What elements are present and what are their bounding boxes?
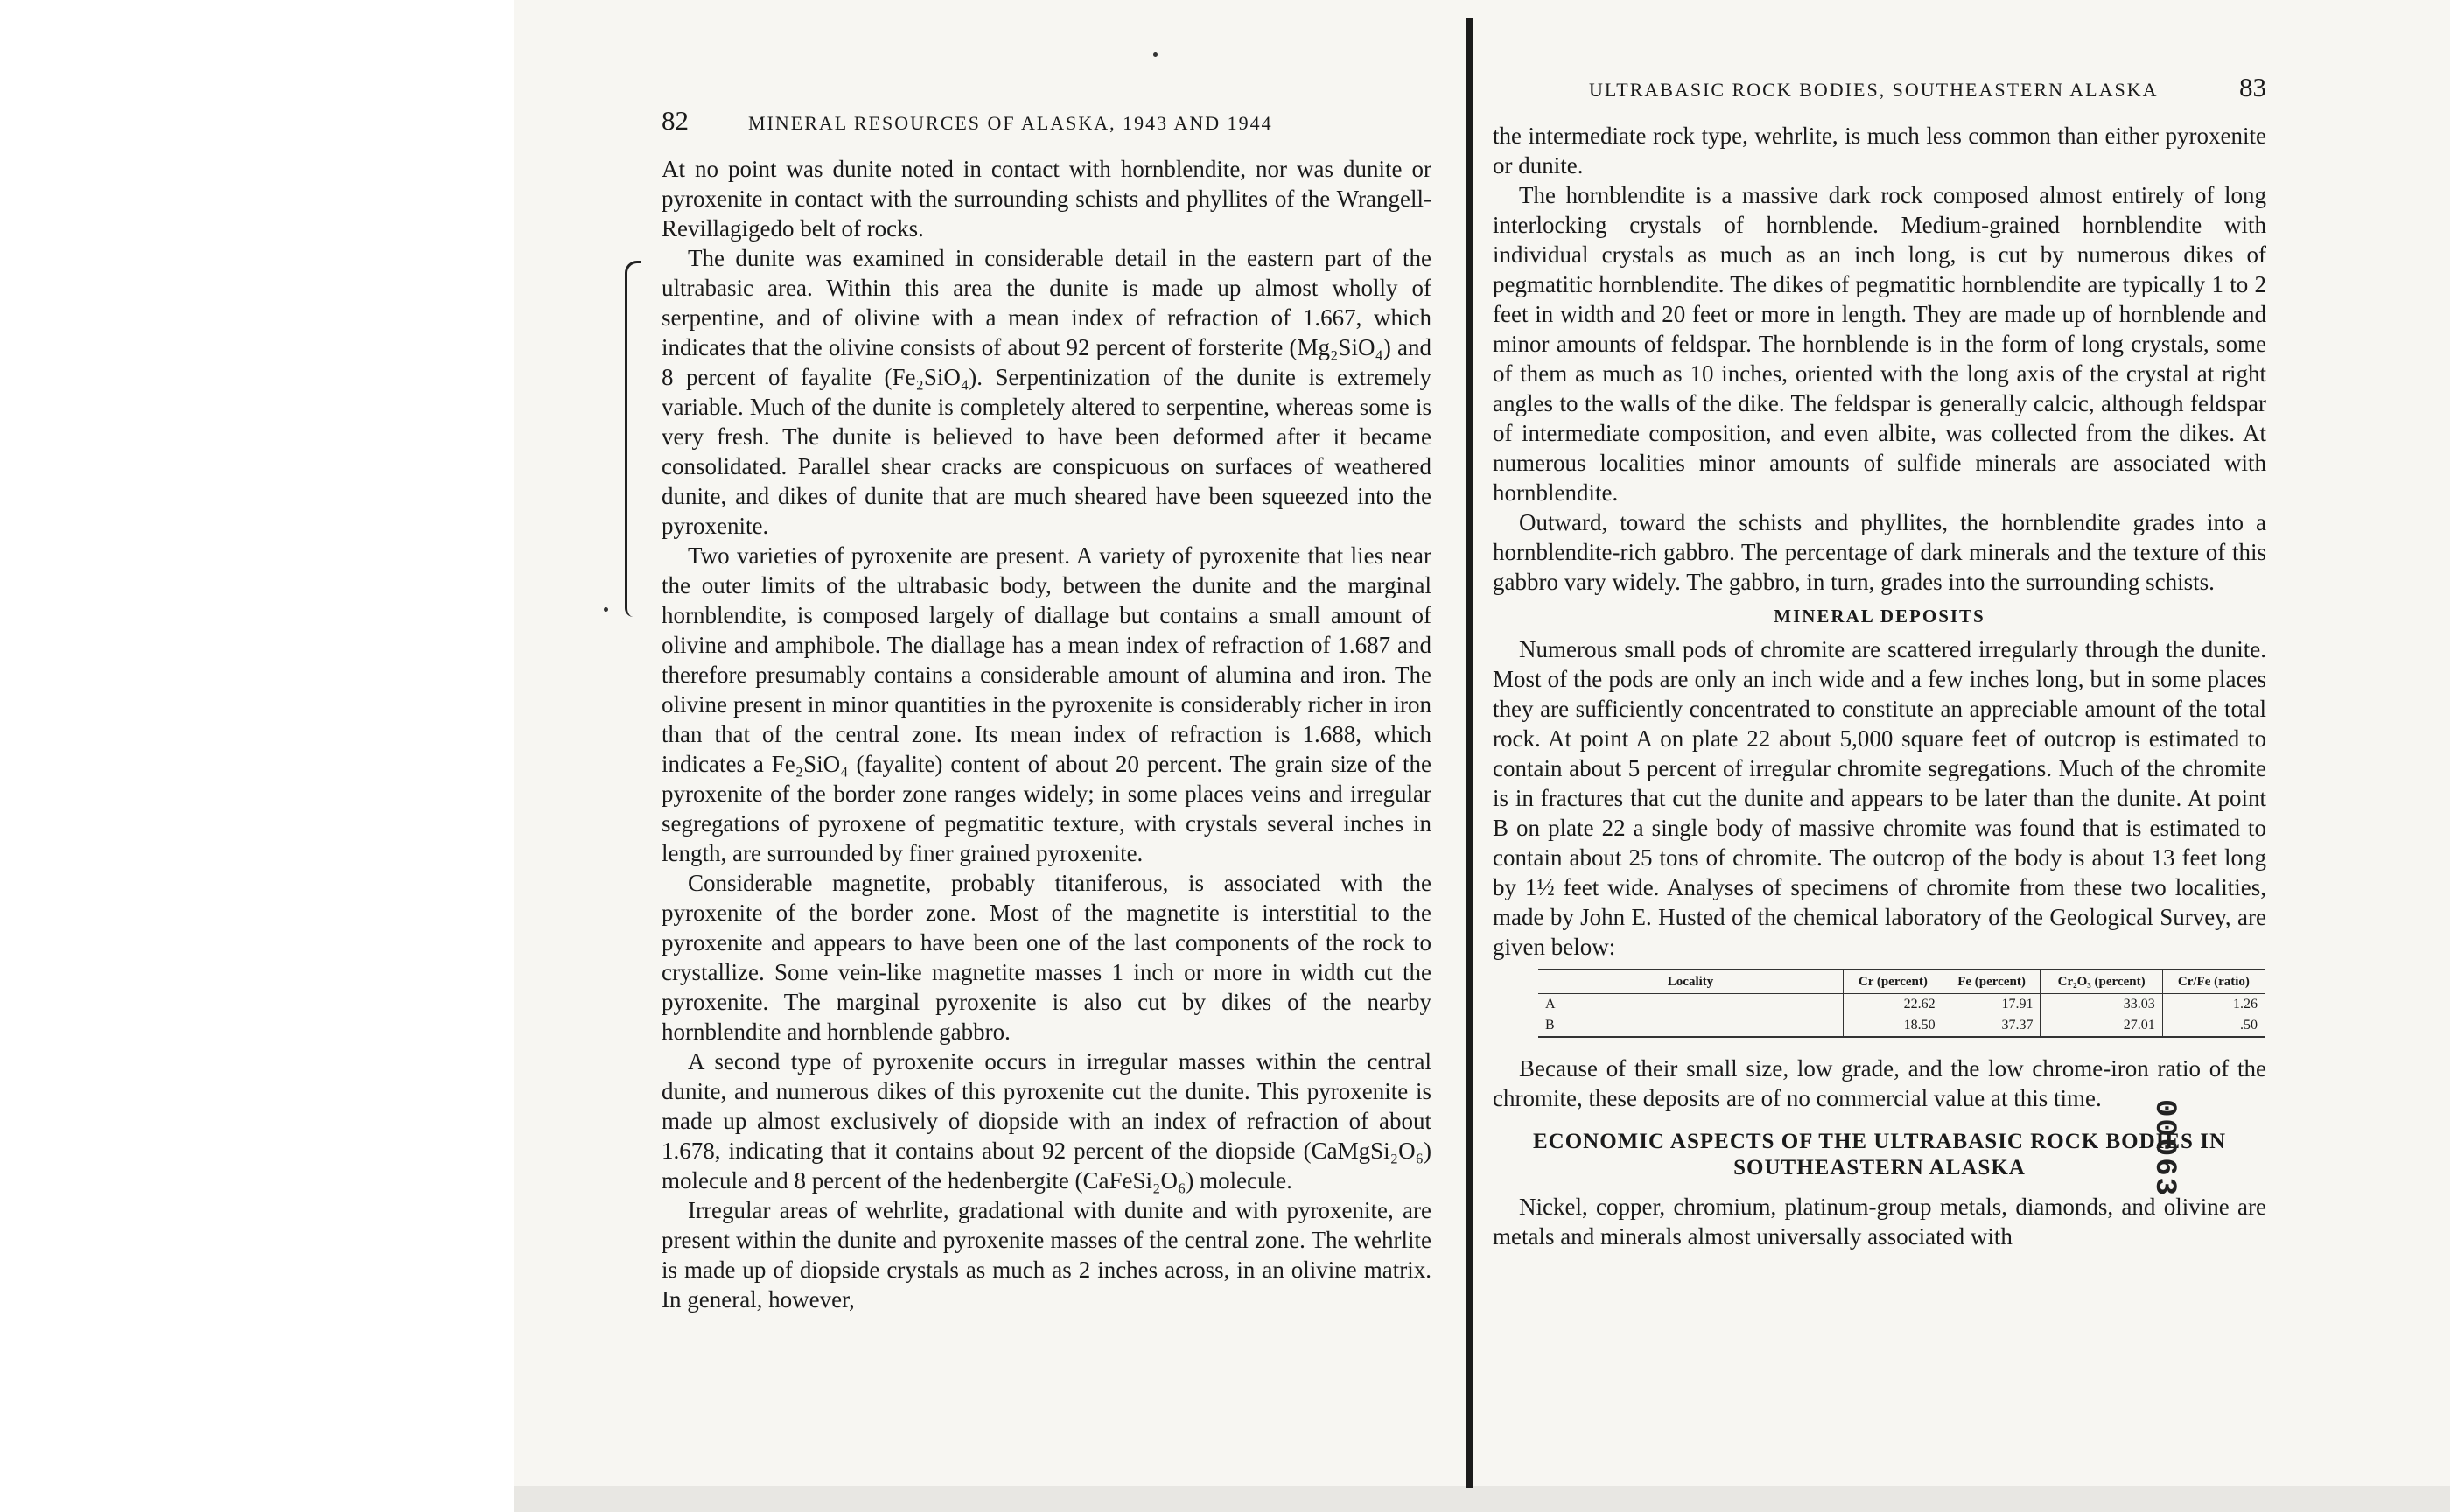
archive-stamp: 00063: [2147, 1099, 2180, 1198]
table-cell: 33.03: [2040, 994, 2162, 1016]
table-cell: .50: [2162, 1015, 2264, 1037]
table-header-cell: Cr (percent): [1844, 970, 1943, 994]
table-header-cell: Fe (percent): [1942, 970, 2040, 994]
table-cell: 22.62: [1844, 994, 1943, 1016]
left-paragraph-2: The dunite was examined in considerable detail in the eastern part of the ultrabasic area. Within this area the dunite is made up almost wholly of serpentine, and of olivine with a mean index of refraction of 1.667, which indicates that the olivine consists of about 92 percent of forsterite (Mg₂SiO₄) and 8 percent of fayalite (Fe₂SiO₄). Serpentinization of the dunite is extremely variable. Much of the dunite is completely altered to serpentine, whereas some is very fresh. The dunite is believed to have been deformed after it became consolidated. Parallel shear cracks are conspicuous on surfaces of weathered dunite, and dikes of dunite that are much sheared have been squeezed into the pyroxenite.: [662, 245, 1432, 539]
left-paragraph-3: Two varieties of pyroxenite are present. A variety of pyroxenite that lies near the outer limits of the ultrabasic body, between the dunite and the marginal hornblendite, is composed largely of diallage but contains a small amount of olivine and amphibole. The diallage has a mean index of refraction of 1.687 and therefore presumably contains a considerable amount of alumina and iron. The olivine present in minor quantities in the pyroxenite is considerably richer in iron than that of the central zone. Its mean index of refraction is 1.688, which indicates a Fe₂SiO₄ (fayalite) content of about 20 percent. The grain size of the pyroxenite of the border zone ranges widely; in some places veins and irregular segregations of pyroxene of pegmatitic texture, with crystals several inches in length, are surrounded by finer grained pyroxenite.: [662, 542, 1432, 866]
table-cell: B: [1538, 1015, 1844, 1037]
chromite-analysis-table: [1538, 969, 2264, 1038]
left-paragraph-1: At no point was dunite noted in contact with hornblendite, nor was dunite or pyroxenite in contact with the surrounding schists and phyllites of the Wrangell-Revillagigedo belt of rocks.: [662, 156, 1432, 242]
table-cell: 1.26: [2162, 994, 2264, 1016]
right-paragraph-1: the intermediate rock type, wehrlite, is much less common than either pyroxenite or dunite.: [1493, 122, 2266, 178]
scan-bottom-edge: [514, 1486, 2450, 1512]
left-running-header: [662, 105, 1432, 136]
left-paragraph-4: Considerable magnetite, probably titaniferous, is associated with the pyroxenite of the border zone. Most of the magnetite is interstitial to the pyroxenite and appears to have been one of the last components of the rock to crystallize. Some vein-like magnetite masses 1 inch or more in width cut the pyroxenite. The marginal pyroxenite is also cut by dikes of the nearby hornblendite and hornblende gabbro.: [662, 870, 1432, 1045]
right-paragraph-final: Nickel, copper, chromium, platinum-group metals, diamonds, and olivine are metals and minerals almost universally associated with: [1493, 1194, 2266, 1250]
left-page-number: 82: [662, 105, 689, 136]
right-running-header: [1493, 72, 2266, 103]
table-row: [1538, 1015, 2264, 1037]
right-page-number: 83: [2239, 72, 2266, 102]
table-cell: 37.37: [1942, 1015, 2040, 1037]
margin-bracket-mark: [625, 261, 641, 617]
table-cell: 27.01: [2040, 1015, 2162, 1037]
table-cell: 18.50: [1844, 1015, 1943, 1037]
table-cell: 17.91: [1942, 994, 2040, 1016]
right-page: [1493, 72, 2266, 1251]
right-paragraph-after-table: Because of their small size, low grade, and the low chrome-iron ratio of the chromite, these deposits are of no commercial value at this time.: [1493, 1055, 2266, 1111]
right-running-head: ULTRABASIC ROCK BODIES, SOUTHEASTERN ALASKA: [1589, 79, 2159, 101]
speck-mark: [1153, 52, 1158, 57]
left-page: [662, 105, 1432, 1314]
right-paragraph-deposits: Numerous small pods of chromite are scattered irregularly through the dunite. Most of the pods are only an inch wide and a few inches long, but in some places they are sufficiently concentrated to constitute an appreciable amount of the total rock. At point A on plate 22 about 5,000 square feet of outcrop is estimated to contain about 5 percent of irregular chromite segregations. Much of the chromite is in fractures that cut the dunite and appears to be later than the dunite. At point B on plate 22 a single body of massive chromite was found that is estimated to contain about 25 tons of chromite. The outcrop of the body is about 13 feet long by 1½ feet wide. Analyses of specimens of chromite from these two localities, made by John E. Husted of the chemical laboratory of the Geological Survey, are given below:: [1493, 636, 2266, 960]
table-row: [1538, 994, 2264, 1016]
section-heading-mineral-deposits: MINERAL DEPOSITS: [1774, 606, 1985, 626]
right-paragraph-3: Outward, toward the schists and phyllites, the hornblendite grades into a hornblendite-rich gabbro. The percentage of dark minerals and the texture of this gabbro vary widely. The gabbro, in turn, grades into the surrounding schists.: [1493, 509, 2266, 595]
left-running-head: MINERAL RESOURCES OF ALASKA, 1943 AND 1944: [748, 112, 1273, 134]
table-cell: A: [1545, 997, 1557, 1012]
section-heading-economic-aspects: ECONOMIC ASPECTS OF THE ULTRABASIC ROCK BODIES IN SOUTHEASTERN ALASKA: [1533, 1130, 2226, 1180]
left-paragraph-6: Irregular areas of wehrlite, gradational with dunite and with pyroxenite, are present within the dunite and pyroxenite masses of the central zone. The wehrlite is made up of diopside crystals as much as 2 inches across, in an olivine matrix. In general, however,: [662, 1197, 1432, 1312]
speck-mark: [604, 607, 608, 612]
right-paragraph-2: The hornblendite is a massive dark rock composed almost entirely of long interlocking crystals of hornblende. Medium-grained hornblendite with individual crystals as much as an inch long, is cut by numerous dikes of pegmatitic hornblendite. The dikes of pegmatitic hornblendite are typically 1 to 2 feet in width and 20 feet or more in length. They are made up of hornblende and minor amounts of feldspar. The hornblende is in the form of long crystals, some of them as much as 10 inches, oriented with the long axis of the crystal at right angles to the walls of the dike. The feldspar is generally calcic, although feldspar of intermediate composition, and even albite, was collected from the dikes. At numerous localities minor amounts of sulfide minerals are associated with hornblendite.: [1493, 182, 2266, 506]
book-gutter: [1466, 18, 1473, 1488]
table-header-cell: Cr₂O₃ (percent): [2040, 970, 2162, 994]
table-header-cell: Locality: [1538, 970, 1844, 994]
table-header-cell: Cr/Fe (ratio): [2162, 970, 2264, 994]
left-paragraph-5: A second type of pyroxenite occurs in irregular masses within the central dunite, and numerous dikes of this pyroxenite cut the dunite. This pyroxenite is made up almost exclusively of diopside with an index of refraction of about 1.678, indicating that it contains about 92 percent of the diopside (CaMgSi₂O₆) molecule and 8 percent of the hedenbergite (CaFeSi₂O₆) molecule.: [662, 1048, 1432, 1194]
table-header-row: [1538, 970, 2264, 994]
